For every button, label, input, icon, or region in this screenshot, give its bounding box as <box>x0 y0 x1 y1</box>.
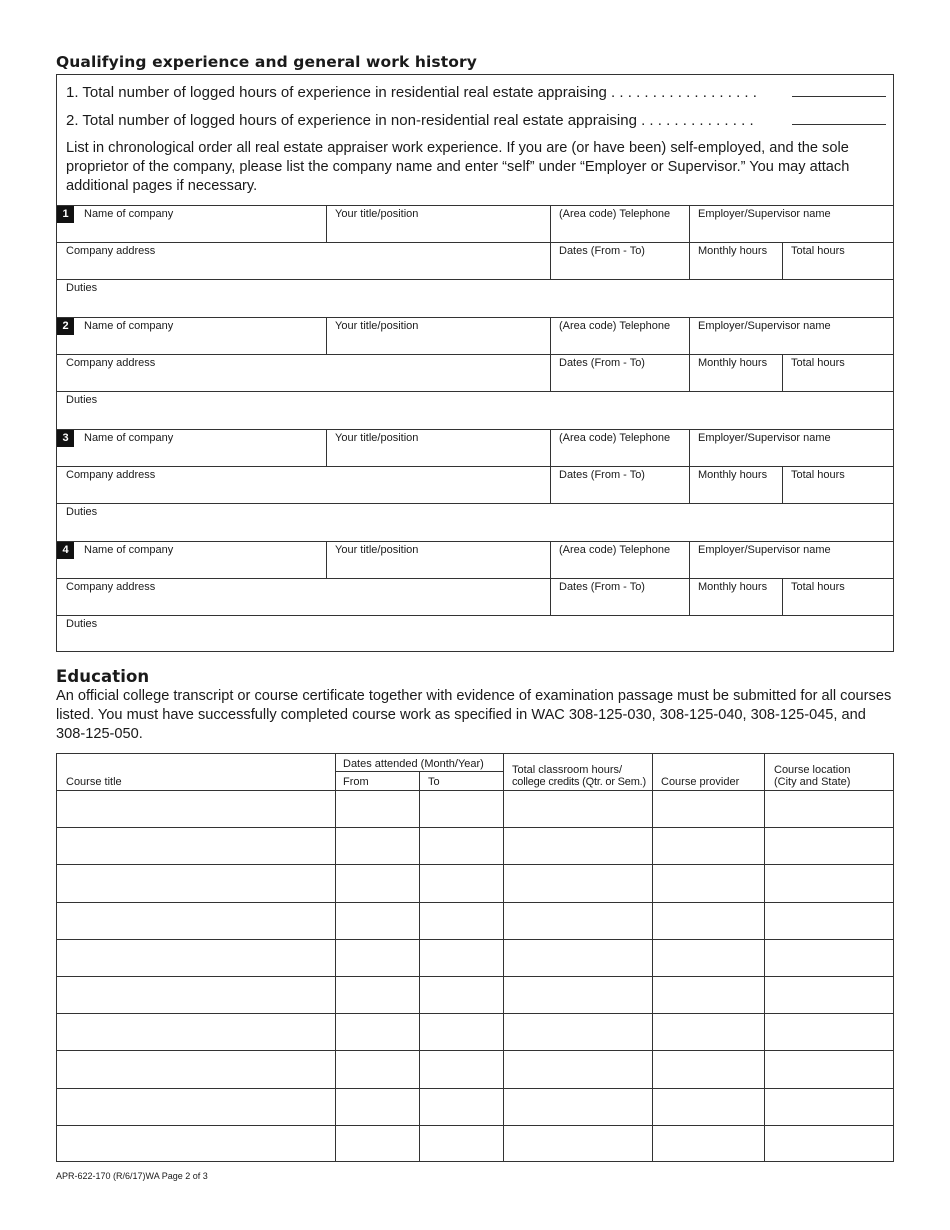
course-row[interactable] <box>57 791 893 826</box>
company-address-field[interactable]: Company address <box>66 581 156 593</box>
entry-row-line <box>56 354 894 355</box>
residential-hours-field[interactable] <box>792 96 886 97</box>
entry-divider <box>550 317 551 391</box>
course-title-header: Course title <box>66 776 122 788</box>
work-history-title: Qualifying experience and general work history <box>56 53 477 71</box>
entry-divider <box>689 541 690 615</box>
monthly-hours-field[interactable]: Monthly hours <box>698 581 768 593</box>
entry-divider <box>782 354 783 391</box>
course-row[interactable] <box>57 977 893 1012</box>
course-row[interactable] <box>57 865 893 900</box>
employer-name-field[interactable]: Employer/Supervisor name <box>698 208 831 220</box>
from-header: From <box>343 776 369 788</box>
course-row[interactable] <box>57 1051 893 1086</box>
course-row[interactable] <box>57 1014 893 1049</box>
form-footer: APR-622-170 (R/6/17)WA Page 2 of 3 <box>56 1171 208 1181</box>
total-hours-field[interactable]: Total hours <box>791 469 845 481</box>
company-name-field[interactable]: Name of company <box>84 432 174 444</box>
classroom-hours-header-line2: college credits (Qtr. or Sem.) <box>512 776 646 788</box>
course-provider-header: Course provider <box>661 776 740 788</box>
course-row[interactable] <box>57 1089 893 1124</box>
entry-top-line <box>56 429 894 430</box>
entry-row-line <box>56 391 894 392</box>
employer-name-field[interactable]: Employer/Supervisor name <box>698 544 831 556</box>
entry-divider <box>689 317 690 391</box>
entry-row-line <box>56 466 894 467</box>
entry-divider <box>550 205 551 279</box>
course-location-header-line2: (City and State) <box>774 776 851 788</box>
telephone-field[interactable]: (Area code) Telephone <box>559 208 671 220</box>
entry-number-badge: 4 <box>57 542 74 559</box>
entry-divider <box>782 578 783 615</box>
work-history-instructions: List in chronological order all real estate appraiser work experience. If you are (or have been) self-employed, and the sole proprietor of the company, please list the company name and enter “self” under “Employer or Supervisor.” You may attach additional pages if necessary. <box>66 140 850 194</box>
employer-name-field[interactable]: Employer/Supervisor name <box>698 432 831 444</box>
entry-divider <box>326 429 327 466</box>
entry-number-badge: 1 <box>57 206 74 223</box>
entry-row-line <box>56 615 894 616</box>
classroom-hours-header-line1: Total classroom hours/ <box>512 764 623 776</box>
entry-divider <box>689 429 690 503</box>
entry-divider <box>550 541 551 615</box>
entry-number-badge: 3 <box>57 430 74 447</box>
entry-row-line <box>56 578 894 579</box>
dates-field[interactable]: Dates (From - To) <box>559 357 645 369</box>
company-name-field[interactable]: Name of company <box>84 208 174 220</box>
duties-field[interactable]: Duties <box>66 282 98 294</box>
entry-row-line <box>56 242 894 243</box>
title-position-field[interactable]: Your title/position <box>335 544 419 556</box>
dates-field[interactable]: Dates (From - To) <box>559 581 645 593</box>
total-hours-field[interactable]: Total hours <box>791 357 845 369</box>
nonresidential-hours-question: 2. Total number of logged hours of experience in non-residential real estate appraising . . . . . . . . . . . . . . <box>66 112 754 129</box>
entry-divider <box>782 242 783 279</box>
education-title: Education <box>56 667 150 686</box>
total-hours-field[interactable]: Total hours <box>791 581 845 593</box>
course-row[interactable] <box>57 903 893 938</box>
company-address-field[interactable]: Company address <box>66 245 156 257</box>
entry-divider <box>326 541 327 578</box>
course-location-header-line1: Course location <box>774 764 851 776</box>
entry-divider <box>326 317 327 354</box>
title-position-field[interactable]: Your title/position <box>335 432 419 444</box>
education-instructions: An official college transcript or course certificate together with evidence of examination passage must be submitted for all courses listed. You must have successfully completed course work as specified in WAC 308-125-030, 308-125-040, 308-125-045, and 308-125-050. <box>56 688 892 742</box>
duties-field[interactable]: Duties <box>66 506 98 518</box>
duties-field[interactable]: Duties <box>66 394 98 406</box>
entry-top-line <box>56 205 894 206</box>
monthly-hours-field[interactable]: Monthly hours <box>698 469 768 481</box>
course-row[interactable] <box>57 1126 893 1161</box>
title-position-field[interactable]: Your title/position <box>335 320 419 332</box>
company-address-field[interactable]: Company address <box>66 357 156 369</box>
course-row[interactable] <box>57 828 893 863</box>
total-hours-field[interactable]: Total hours <box>791 245 845 257</box>
monthly-hours-field[interactable]: Monthly hours <box>698 245 768 257</box>
telephone-field[interactable]: (Area code) Telephone <box>559 320 671 332</box>
nonresidential-hours-field[interactable] <box>792 124 886 125</box>
title-position-field[interactable]: Your title/position <box>335 208 419 220</box>
company-name-field[interactable]: Name of company <box>84 320 174 332</box>
company-address-field[interactable]: Company address <box>66 469 156 481</box>
residential-hours-question: 1. Total number of logged hours of experience in residential real estate appraising . . . . . . . . . . . . . . . . . . <box>66 84 757 101</box>
duties-field[interactable]: Duties <box>66 618 98 630</box>
course-row[interactable] <box>57 940 893 975</box>
telephone-field[interactable]: (Area code) Telephone <box>559 544 671 556</box>
dates-field[interactable]: Dates (From - To) <box>559 245 645 257</box>
entry-row-line <box>56 279 894 280</box>
dates-field[interactable]: Dates (From - To) <box>559 469 645 481</box>
entry-divider <box>689 205 690 279</box>
telephone-field[interactable]: (Area code) Telephone <box>559 432 671 444</box>
employer-name-field[interactable]: Employer/Supervisor name <box>698 320 831 332</box>
entry-divider <box>326 205 327 242</box>
entry-number-badge: 2 <box>57 318 74 335</box>
company-name-field[interactable]: Name of company <box>84 544 174 556</box>
entry-divider <box>782 466 783 503</box>
dates-attended-header: Dates attended (Month/Year) <box>343 758 484 770</box>
entry-row-line <box>56 503 894 504</box>
entry-top-line <box>56 317 894 318</box>
entry-divider <box>550 429 551 503</box>
entry-top-line <box>56 541 894 542</box>
to-header: To <box>428 776 440 788</box>
monthly-hours-field[interactable]: Monthly hours <box>698 357 768 369</box>
